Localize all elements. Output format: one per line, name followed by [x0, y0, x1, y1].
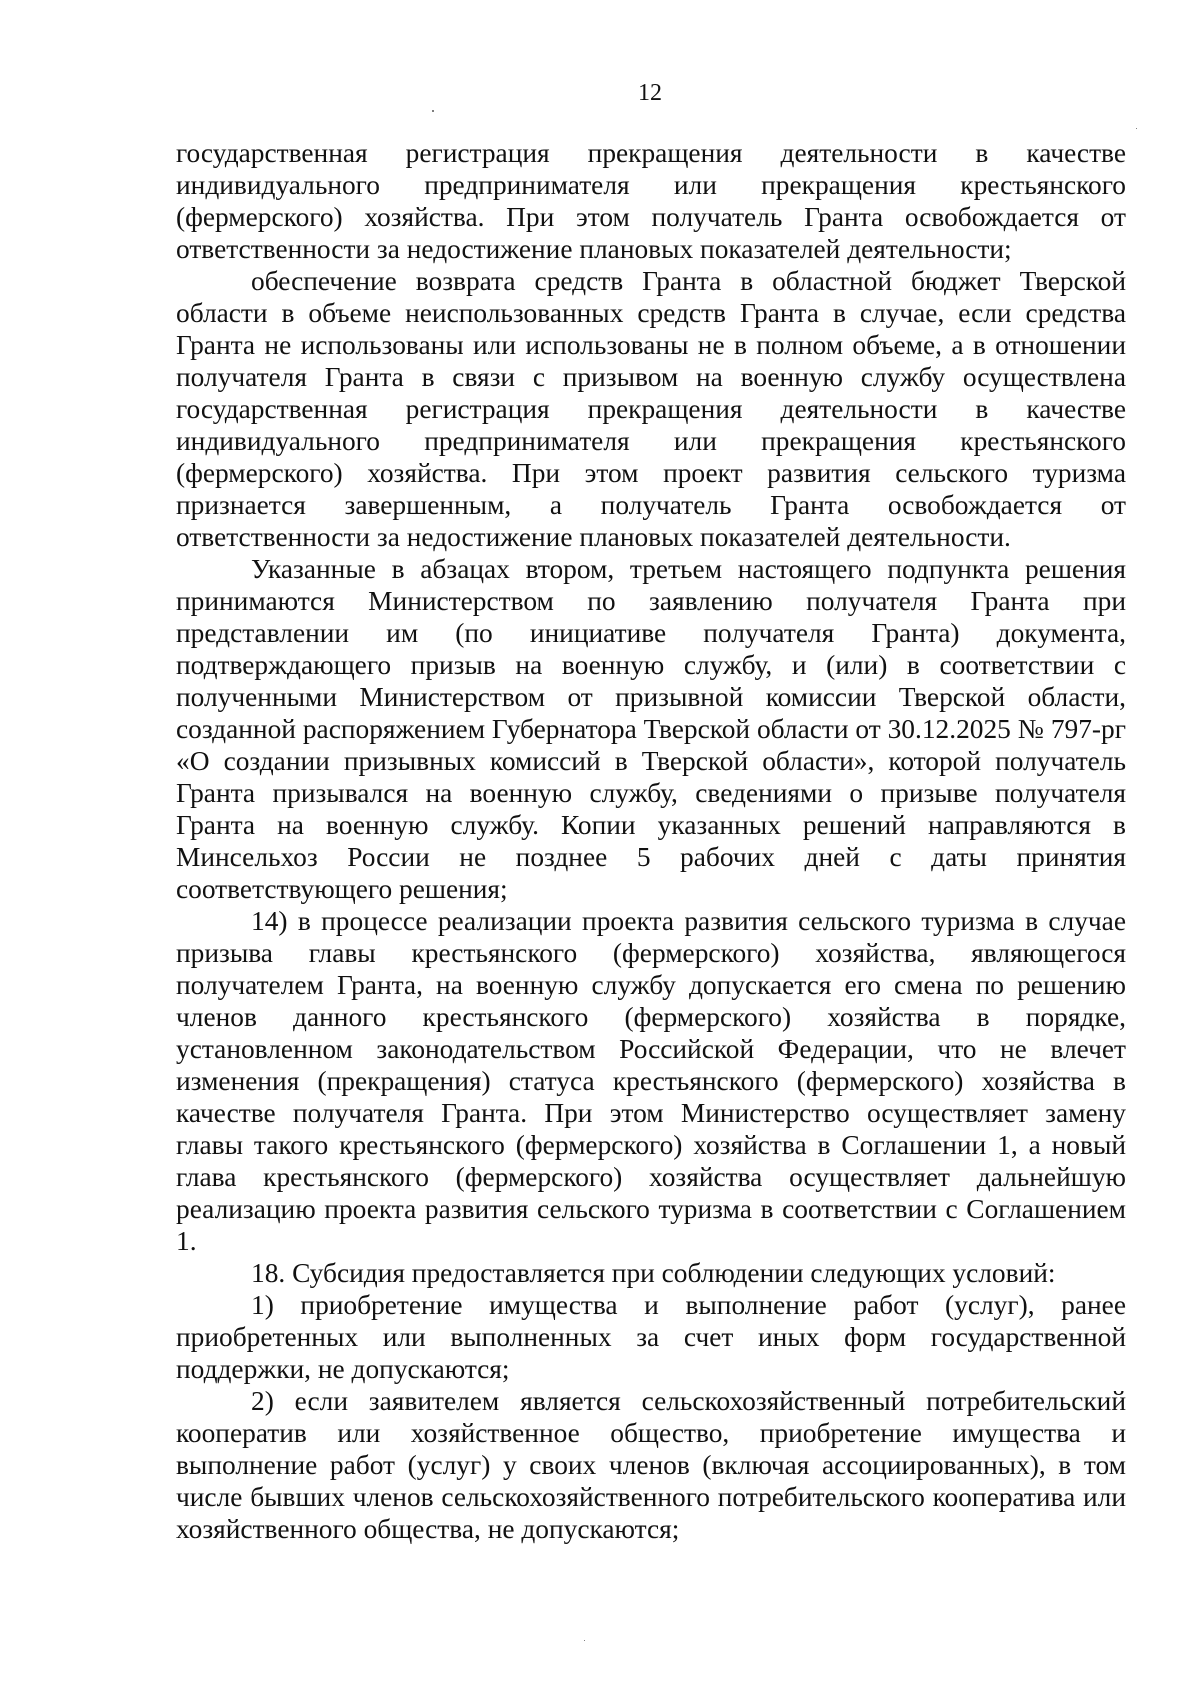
paragraph-item-14: 14) в процессе реализации проекта развития сельского туризма в случае призыва главы крестьянского (фермерского) хозяйства, являющегося получателем Гранта, на военную службу допускается его смена по решению членов данного крестьянского (фермерского) хозяйства в порядке, установленном законодательством Российской Федерации, что не влечет изменения (прекращения) статуса крестьянского (фермерского) хозяйства в качестве получателя Гранта. При этом Министерство осуществляет замену главы такого крестьянского (фермерского) хозяйства в Соглашении 1, а новый глава крестьянского (фермерского) хозяйства осуществляет дальнейшую реализацию проекта развития сельского туризма в соответствии с Соглашением 1. [176, 906, 1126, 1256]
page-number: 12 [638, 80, 662, 106]
paragraph-grant-return: обеспечение возврата средств Гранта в областной бюджет Тверской области в объеме неиспользованных средств Гранта в случае, если средства Гранта не использованы или использованы не в полном объеме, а в отношении получателя Гранта в связи с призывом на военную службу осуществлена государственная регистрация прекращения деятельности в качестве индивидуального предпринимателя или прекращения крестьянского (фермерского) хозяйства. При этом проект развития сельского туризма признается завершенным, а получатель Гранта освобождается от ответственности за недостижение плановых показателей деятельности. [176, 266, 1126, 552]
scan-speck [432, 110, 434, 112]
paragraph-condition-1: 1) приобретение имущества и выполнение работ (услуг), ранее приобретенных или выполненных за счет иных форм государственной поддержки, не допускаются; [176, 1290, 1126, 1384]
document-body [176, 137, 1126, 1545]
scan-speck [584, 1640, 585, 1641]
paragraph-continuation: государственная регистрация прекращения деятельности в качестве индивидуального предпринимателя или прекращения крестьянского (фермерского) хозяйства. При этом получатель Гранта освобождается от ответственности за недостижение плановых показателей деятельности; [176, 138, 1126, 264]
paragraph-section-18: 18. Субсидия предоставляется при соблюдении следующих условий: [251, 1258, 1056, 1288]
paragraph-decisions: Указанные в абзацах втором, третьем настоящего подпункта решения принимаются Министерством по заявлению получателя Гранта при представлении им (по инициативе получателя Гранта) документа, подтверждающего призыв на военную службу, и (или) в соответствии с полученными Министерством от призывной комиссии Тверской области, созданной распоряжением Губернатора Тверской области от 30.12.2025 № 797-рг «О создании призывных комиссий в Тверской области», которой получатель Гранта призывался на военную службу, сведениями о призыве получателя Гранта на военную службу. Копии указанных решений направляются в Минсельхоз России не позднее 5 рабочих дней с даты принятия соответствующего решения; [176, 554, 1126, 904]
scan-speck [1136, 128, 1137, 129]
paragraph-condition-2: 2) если заявителем является сельскохозяйственный потребительский кооператив или хозяйственное общество, приобретение имущества и выполнение работ (услуг) у своих членов (включая ассоциированных), в том числе бывших членов сельскохозяйственного потребительского кооператива или хозяйственного общества, не допускаются; [176, 1386, 1126, 1544]
